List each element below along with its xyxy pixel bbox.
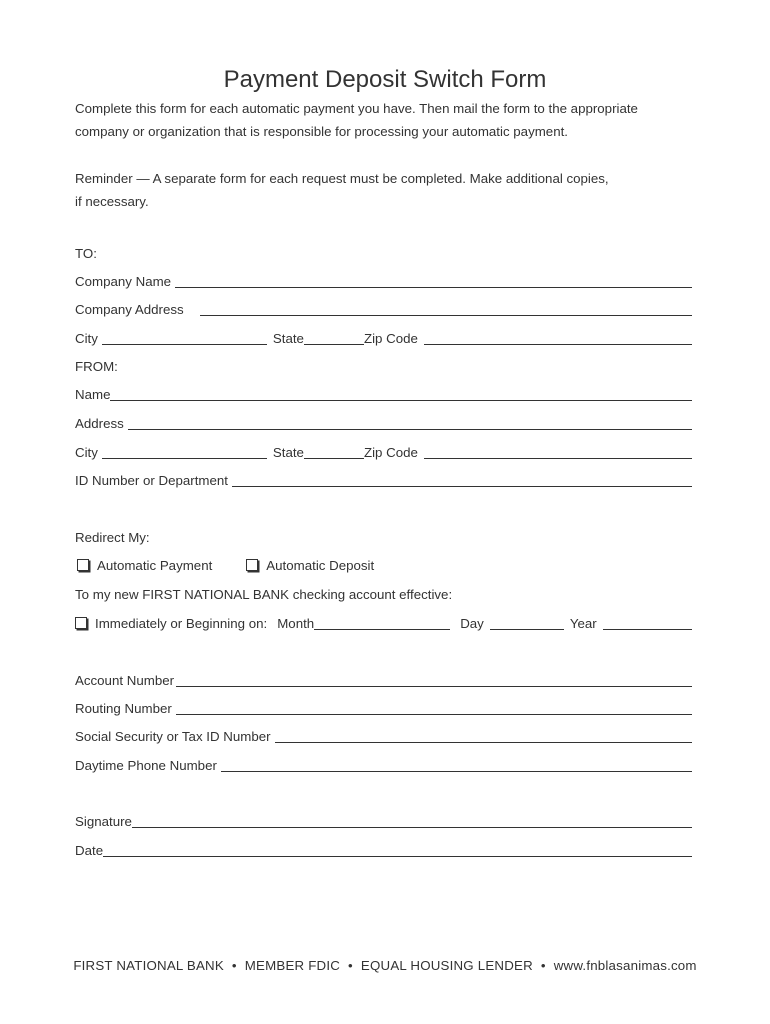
immediately-label: Immediately or Beginning on:: [95, 616, 268, 631]
effective-date-row: [75, 614, 692, 632]
immediately-option[interactable]: [75, 616, 277, 632]
from-zip-field[interactable]: [424, 444, 692, 459]
from-state-label: State: [272, 445, 304, 460]
date-row: [75, 841, 692, 859]
ssn-row: [75, 727, 692, 745]
footer-separator: •: [231, 958, 237, 973]
year-label: Year: [569, 616, 597, 631]
to-city-field[interactable]: [102, 330, 267, 345]
from-name-label: Name: [75, 387, 111, 402]
day-field[interactable]: [490, 615, 564, 630]
id-number-label: ID Number or Department: [75, 473, 228, 488]
account-number-row: [75, 671, 692, 689]
to-heading-row: [75, 244, 692, 262]
from-name-row: [75, 385, 692, 403]
account-number-label: Account Number: [75, 673, 175, 688]
immediately-checkbox[interactable]: [75, 617, 87, 629]
signature-label: Signature: [75, 814, 132, 829]
automatic-payment-label: Automatic Payment: [97, 558, 213, 573]
company-address-label: Company Address: [75, 302, 184, 317]
automatic-deposit-checkbox[interactable]: [246, 559, 258, 571]
to-city-row: [75, 329, 692, 347]
automatic-payment-checkbox[interactable]: [77, 559, 89, 571]
from-address-field[interactable]: [128, 415, 692, 430]
to-state-label: State: [272, 331, 304, 346]
ssn-field[interactable]: [275, 728, 692, 743]
automatic-deposit-label: Automatic Deposit: [266, 558, 375, 573]
signature-row: [75, 812, 692, 830]
from-city-field[interactable]: [102, 444, 267, 459]
automatic-deposit-option[interactable]: [246, 558, 378, 574]
footer-bank: FIRST NATIONAL BANK: [73, 958, 224, 973]
company-name-label: Company Name: [75, 274, 172, 289]
to-heading: TO:: [75, 246, 97, 261]
routing-number-field[interactable]: [176, 700, 692, 715]
automatic-payment-option[interactable]: [77, 558, 216, 574]
month-field[interactable]: [314, 615, 450, 630]
intro-line-1: Complete this form for each automatic payment you have. Then mail the form to the appropriate: [75, 101, 638, 116]
from-address-label: Address: [75, 416, 124, 431]
footer: [0, 958, 770, 973]
footer-separator: •: [348, 958, 353, 973]
reminder-paragraph: [75, 167, 695, 213]
redirect-heading: Redirect My:: [75, 530, 150, 545]
year-field[interactable]: [603, 615, 692, 630]
redirect-options-row: [77, 556, 694, 574]
date-label: Date: [75, 843, 104, 858]
from-name-field[interactable]: [110, 386, 692, 401]
company-name-row: [75, 272, 692, 290]
company-address-row: [75, 300, 692, 318]
to-city-label: City: [75, 331, 98, 346]
from-heading: FROM:: [75, 359, 118, 374]
reminder-line-2: if necessary.: [75, 194, 149, 209]
from-state-field[interactable]: [304, 444, 364, 459]
footer-website[interactable]: www.fnblasanimas.com: [553, 958, 697, 973]
routing-number-row: [75, 699, 692, 717]
footer-separator: •: [540, 958, 546, 973]
intro-line-2: company or organization that is responsible for processing your automatic payment.: [75, 124, 568, 139]
redirect-heading-row: [75, 528, 692, 546]
to-state-field[interactable]: [304, 330, 364, 345]
routing-number-label: Routing Number: [75, 701, 172, 716]
company-name-field[interactable]: [175, 273, 692, 288]
to-zip-label: Zip Code: [363, 331, 418, 346]
phone-field[interactable]: [221, 757, 692, 772]
reminder-line-1: Reminder — A separate form for each request must be completed. Make additional copies,: [75, 171, 609, 186]
from-zip-label: Zip Code: [363, 445, 418, 460]
day-label: Day: [460, 616, 484, 631]
form-title: Payment Deposit Switch Form: [223, 66, 547, 93]
from-city-label: City: [75, 445, 98, 460]
phone-row: [75, 756, 692, 774]
footer-housing: EQUAL HOUSING LENDER: [360, 958, 533, 973]
intro-paragraph: [75, 97, 695, 143]
ssn-label: Social Security or Tax ID Number: [75, 729, 271, 744]
id-number-field[interactable]: [232, 472, 692, 487]
footer-fdic: MEMBER FDIC: [244, 958, 341, 973]
from-city-row: [75, 443, 692, 461]
phone-label: Daytime Phone Number: [75, 758, 217, 773]
from-heading-row: [75, 357, 692, 375]
to-zip-field[interactable]: [424, 330, 692, 345]
account-effective-text: To my new FIRST NATIONAL BANK checking account effective:: [75, 587, 453, 602]
account-number-field[interactable]: [176, 672, 692, 687]
signature-field[interactable]: [132, 813, 692, 828]
account-effective-row: [75, 585, 692, 603]
company-address-field[interactable]: [200, 301, 692, 316]
from-address-row: [75, 414, 692, 432]
id-number-row: [75, 471, 692, 489]
date-field[interactable]: [103, 842, 692, 857]
month-label: Month: [277, 616, 315, 631]
